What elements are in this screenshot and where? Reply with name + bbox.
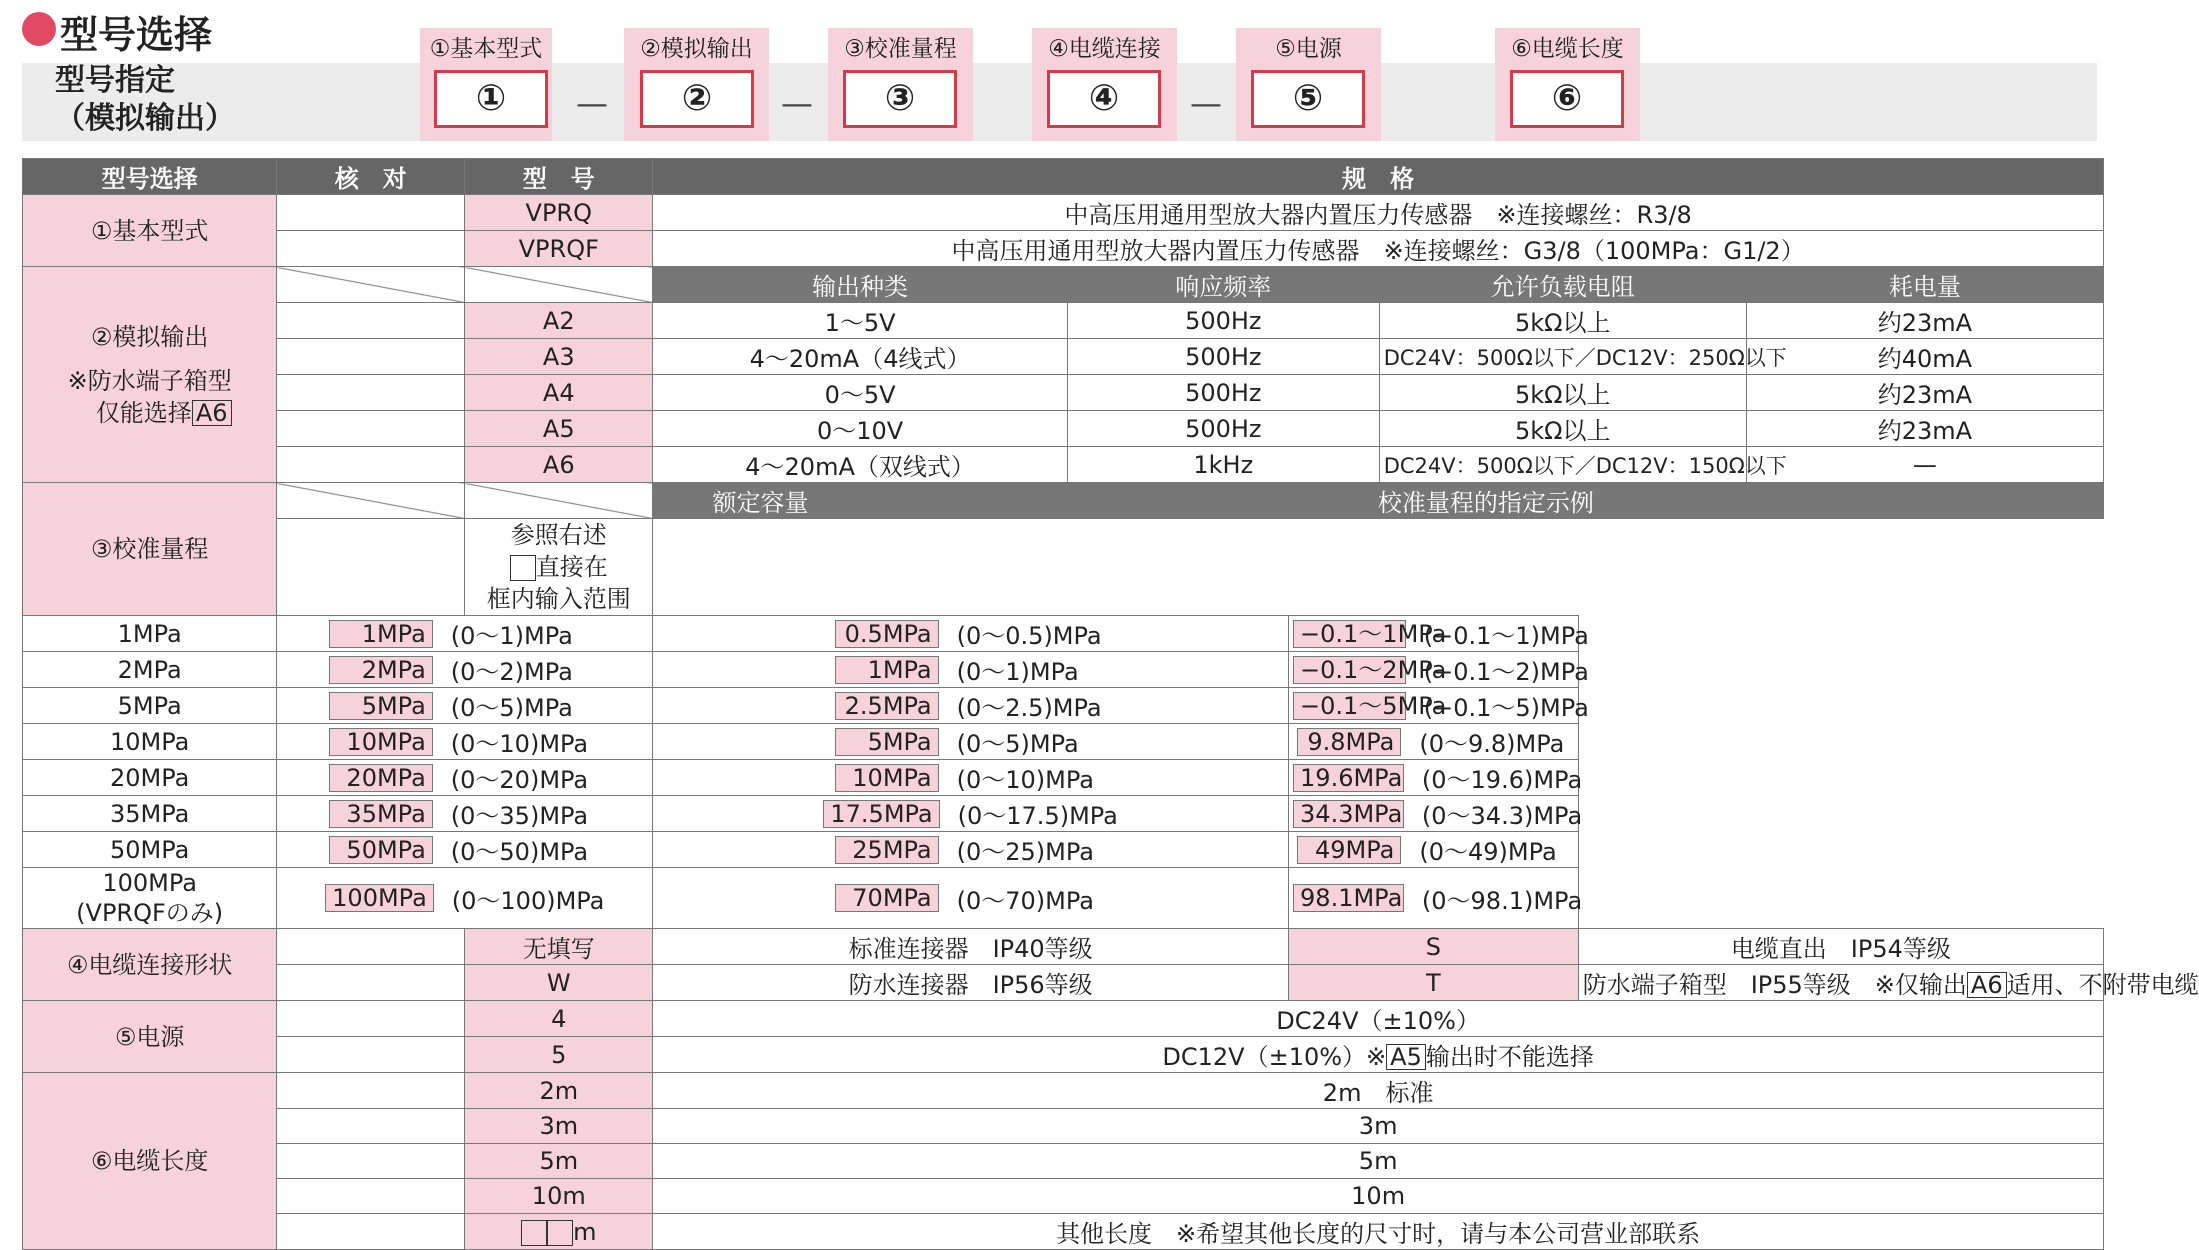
example-range: (0～19.6)MPa — [1421, 766, 1583, 794]
spec-cell: 5m — [653, 1144, 2104, 1179]
empty-box-icon — [510, 555, 536, 581]
example-input-value: 100MPa — [325, 884, 434, 912]
table-row — [23, 1144, 2104, 1179]
example-range: (0～35)MPa — [450, 802, 589, 830]
calib-example — [1289, 832, 1579, 868]
rated-capacity: 2MPa — [23, 652, 277, 688]
example-input-value: 49MPa — [1297, 836, 1401, 864]
subheader-calibration-examples: 校准量程的指定示例 — [868, 483, 2103, 519]
example-input-value: 5MPa — [329, 692, 433, 720]
table-row — [23, 1037, 2104, 1073]
calib-example — [1289, 688, 1589, 724]
selector-caption-2: ②模拟输出 — [640, 36, 753, 62]
calib-subheader-row — [23, 483, 2104, 519]
example-range: (0～10)MPa — [956, 766, 1094, 794]
model-code: 5 — [465, 1037, 653, 1073]
example-range: (0～17.5)MPa — [957, 802, 1118, 830]
calib-row — [23, 832, 2104, 868]
load-resistance: 5kΩ以上 — [1379, 375, 1746, 411]
table-row — [23, 1001, 2104, 1037]
table-row — [23, 447, 2104, 483]
calib-row — [23, 652, 2104, 688]
table-row — [23, 375, 2104, 411]
check-cell[interactable] — [277, 519, 465, 616]
response-freq: 500Hz — [1067, 339, 1379, 375]
spec-cell: 防水端子箱型 IP55等级 ※仅输出 A6 适用、不附带电缆 — [1578, 965, 2103, 1001]
calib-example — [1289, 652, 1589, 688]
example-input-value: 10MPa — [329, 728, 433, 756]
selector-caption-4: ④电缆连接 — [1048, 36, 1161, 62]
output-type: 0～10V — [653, 411, 1068, 447]
model-code: 5m — [465, 1144, 653, 1179]
check-cell[interactable] — [277, 411, 465, 447]
calib-example — [653, 868, 1289, 929]
selector-box-6[interactable]: ⑥ — [1510, 70, 1624, 128]
example-range: (0～2)MPa — [450, 658, 573, 686]
calib-example — [653, 760, 1289, 796]
subheader-response-freq: 响应频率 — [1067, 267, 1379, 303]
rated-capacity: 10MPa — [23, 724, 277, 760]
example-input-value: 1MPa — [329, 620, 433, 648]
load-resistance: DC24V：500Ω以下／DC12V：150Ω以下 — [1379, 447, 1746, 483]
check-cell[interactable] — [277, 375, 465, 411]
spec-cell: 其他长度 ※希望其他长度的尺寸时，请与本公司营业部联系 — [653, 1214, 2104, 1250]
model-code: A3 — [465, 339, 653, 375]
header-model-select: 型号选择 — [23, 159, 277, 195]
check-cell[interactable] — [277, 1073, 465, 1109]
example-input-value: 1MPa — [835, 656, 939, 684]
calib-example — [277, 688, 653, 724]
example-input-value: 98.1MPa — [1293, 884, 1404, 912]
spec-cell: DC24V（±10%） — [653, 1001, 2104, 1037]
example-input-value: 25MPa — [835, 836, 939, 864]
table-row — [23, 929, 2104, 965]
selector-box-4[interactable]: ④ — [1047, 70, 1161, 128]
calib-row — [23, 868, 2104, 929]
diagonal-cell — [465, 483, 653, 519]
calib-example — [653, 616, 1289, 652]
example-range: (0～34.3)MPa — [1421, 802, 1583, 830]
power-consumption: 约23mA — [1746, 411, 2103, 447]
separator-dash: — — [781, 84, 813, 122]
spec-cell: 中高压用通用型放大器内置压力传感器 ※连接螺丝：R3/8 — [653, 195, 2104, 231]
table-row — [23, 519, 2104, 616]
calib-example — [653, 724, 1289, 760]
analog-subheader-row — [23, 267, 2104, 303]
header-model: 型 号 — [465, 159, 653, 195]
calib-example — [277, 652, 653, 688]
check-cell[interactable] — [277, 1179, 465, 1214]
group-power: ⑤电源 — [23, 1001, 277, 1073]
check-cell[interactable] — [277, 195, 465, 231]
spec-cell: 标准连接器 IP40等级 — [653, 929, 1289, 965]
calib-row — [23, 688, 2104, 724]
diagonal-cell — [465, 267, 653, 303]
model-code: VPRQ — [465, 195, 653, 231]
example-range: (0～70)MPa — [956, 886, 1094, 915]
power-consumption: 约23mA — [1746, 375, 2103, 411]
example-range: (0～10)MPa — [450, 730, 589, 758]
diagonal-cell — [277, 267, 465, 303]
empty-box-icon — [521, 1220, 547, 1246]
a5-badge: A5 — [1386, 1044, 1426, 1070]
check-cell[interactable] — [277, 1144, 465, 1179]
example-range: (0～0.5)MPa — [956, 622, 1102, 650]
subheader-power-consumption: 耗电量 — [1746, 267, 2103, 303]
output-type: 0～5V — [653, 375, 1068, 411]
example-range: (0～1)MPa — [956, 658, 1079, 686]
title-bullet-icon — [22, 12, 56, 46]
calib-example — [1289, 760, 1583, 796]
calib-row — [23, 796, 2104, 832]
table-row — [23, 1109, 2104, 1144]
model-code: 无填写 — [465, 929, 653, 965]
model-code: A4 — [465, 375, 653, 411]
check-cell[interactable] — [277, 965, 465, 1001]
example-range: (0～5)MPa — [450, 694, 573, 722]
example-input-value: 20MPa — [329, 764, 433, 792]
table-row — [23, 1214, 2104, 1250]
example-input-value: 50MPa — [329, 836, 433, 864]
check-cell[interactable] — [277, 929, 465, 965]
selector-caption-5: ⑤电源 — [1275, 36, 1342, 62]
example-input-value: 0.5MPa — [835, 620, 939, 648]
example-range: (0～98.1)MPa — [1421, 886, 1583, 915]
calib-example — [277, 796, 653, 832]
load-resistance: 5kΩ以上 — [1379, 411, 1746, 447]
example-input-value: 19.6MPa — [1293, 764, 1404, 792]
model-code: 3m — [465, 1109, 653, 1144]
check-cell[interactable] — [277, 1109, 465, 1144]
table-row — [23, 231, 2104, 267]
check-cell[interactable] — [277, 1001, 465, 1037]
model-code: W — [465, 965, 653, 1001]
check-cell[interactable] — [277, 339, 465, 375]
model-code: 4 — [465, 1001, 653, 1037]
selector-box-5[interactable]: ⑤ — [1251, 70, 1365, 128]
example-input-value: 10MPa — [835, 764, 939, 792]
model-selection-table — [22, 158, 2199, 1250]
group-cable-connection: ④电缆连接形状 — [23, 929, 277, 1001]
check-cell[interactable] — [277, 231, 465, 267]
separator-dash: — — [1190, 84, 1222, 122]
check-cell[interactable] — [277, 303, 465, 339]
rated-capacity: 20MPa — [23, 760, 277, 796]
model-code: 10m — [465, 1179, 653, 1214]
rated-capacity: 35MPa — [23, 796, 277, 832]
calib-example — [653, 652, 1289, 688]
example-range: (0～5)MPa — [956, 730, 1079, 758]
calib-example — [1289, 868, 1583, 929]
spec-cell: 中高压用通用型放大器内置压力传感器 ※连接螺丝：G3/8（100MPa：G1/2） — [653, 231, 2104, 267]
calib-example — [1289, 724, 1579, 760]
group-analog-output: ②模拟输出 ※防水端子箱型 仅能选择 A6 — [23, 267, 277, 483]
power-consumption: 约40mA — [1746, 339, 2103, 375]
example-input-value: 5MPa — [835, 728, 939, 756]
calib-example — [277, 724, 653, 760]
example-range: (0～1)MPa — [450, 622, 573, 650]
table-row — [23, 411, 2104, 447]
example-input-value: 34.3MPa — [1293, 800, 1404, 828]
example-range: (0～20)MPa — [450, 766, 589, 794]
calib-example — [277, 868, 653, 929]
subheader-output-type: 输出种类 — [653, 267, 1068, 303]
example-range: (0～49)MPa — [1419, 838, 1557, 866]
model-code: A5 — [465, 411, 653, 447]
output-type: 4～20mA（双线式） — [653, 447, 1068, 483]
header-spec: 规 格 — [653, 159, 2104, 195]
spec-cell: 10m — [653, 1179, 2104, 1214]
model-code: 2m — [465, 1073, 653, 1109]
calib-example — [653, 796, 1289, 832]
table-row — [23, 195, 2104, 231]
check-cell[interactable] — [277, 1037, 465, 1073]
response-freq: 500Hz — [1067, 375, 1379, 411]
selector-caption-6: ⑥电缆长度 — [1511, 36, 1624, 62]
selector-box-1[interactable]: ① — [434, 70, 548, 128]
table-row — [23, 965, 2104, 1001]
output-type: 1～5V — [653, 303, 1068, 339]
calib-example — [277, 832, 653, 868]
calib-row — [23, 724, 2104, 760]
spec-cell: DC12V（±10%）※ A5 输出时不能选择 — [653, 1037, 2104, 1073]
table-row — [23, 1179, 2104, 1214]
table-header-row — [23, 159, 2104, 195]
calib-example — [653, 688, 1289, 724]
example-range: (−0.1～2)MPa — [1423, 658, 1589, 686]
example-input-value: −0.1～2MPa — [1293, 656, 1406, 684]
model-code: m — [465, 1214, 653, 1250]
power-consumption: 约23mA — [1746, 303, 2103, 339]
diagonal-cell — [277, 483, 465, 519]
example-input-value: 2.5MPa — [835, 692, 939, 720]
empty-box-icon — [547, 1220, 573, 1246]
example-range: (−0.1～1)MPa — [1423, 622, 1589, 650]
check-cell[interactable] — [277, 1214, 465, 1250]
rated-capacity: 50MPa — [23, 832, 277, 868]
subheader-rated-capacity: 额定容量 — [653, 483, 869, 519]
group-basic-type: ①基本型式 — [23, 195, 277, 267]
model-spec-label: 型号指定 （模拟输出） — [55, 63, 235, 136]
example-range: (−0.1～5)MPa — [1423, 694, 1589, 722]
example-input-value: −0.1～1MPa — [1293, 620, 1406, 648]
example-input-value: 17.5MPa — [823, 800, 939, 828]
calib-example — [277, 760, 653, 796]
calib-example — [277, 616, 653, 652]
selector-caption-1: ①基本型式 — [429, 36, 543, 62]
selector-box-2[interactable]: ② — [640, 70, 754, 128]
check-cell[interactable] — [277, 447, 465, 483]
example-range: (0～25)MPa — [956, 838, 1094, 866]
spec-cell: 2m 标准 — [653, 1073, 2104, 1109]
example-input-value: −0.1～5MPa — [1293, 692, 1406, 720]
calib-example — [653, 832, 1289, 868]
table-row — [23, 303, 2104, 339]
example-input-value: 2MPa — [329, 656, 433, 684]
table-row — [23, 1073, 2104, 1109]
rated-capacity: 1MPa — [23, 616, 277, 652]
load-resistance: 5kΩ以上 — [1379, 303, 1746, 339]
model-code: VPRQF — [465, 231, 653, 267]
load-resistance: DC24V：500Ω以下／DC12V：250Ω以下 — [1379, 339, 1746, 375]
group-cable-length: ⑥电缆长度 — [23, 1073, 277, 1250]
example-range: (0～9.8)MPa — [1419, 730, 1565, 758]
selector-box-3[interactable]: ③ — [843, 70, 957, 128]
model-code: S — [1289, 929, 1579, 965]
calib-row — [23, 760, 2104, 796]
example-range: (0～50)MPa — [450, 838, 589, 866]
model-code: A2 — [465, 303, 653, 339]
response-freq: 1kHz — [1067, 447, 1379, 483]
group-calibration-range: ③校准量程 — [23, 483, 277, 616]
table-row — [23, 339, 2104, 375]
calib-row — [23, 616, 2104, 652]
model-code: T — [1289, 965, 1579, 1001]
example-range: (0～2.5)MPa — [956, 694, 1102, 722]
calib-example — [1289, 796, 1583, 832]
example-range: (0～100)MPa — [451, 886, 605, 915]
response-freq: 500Hz — [1067, 411, 1379, 447]
subheader-load-resistance: 允许负载电阻 — [1379, 267, 1746, 303]
a6-badge: A6 — [192, 400, 232, 426]
separator-dash: — — [576, 84, 608, 122]
output-type: 4～20mA（4线式） — [653, 339, 1068, 375]
page-title: 型号选择 — [60, 13, 213, 57]
power-consumption: — — [1746, 447, 2103, 483]
calib-example — [1289, 616, 1589, 652]
model-code: A6 — [465, 447, 653, 483]
spec-cell: 电缆直出 IP54等级 — [1578, 929, 2103, 965]
spec-cell: 3m — [653, 1109, 2104, 1144]
response-freq: 500Hz — [1067, 303, 1379, 339]
example-input-value: 35MPa — [329, 800, 433, 828]
a6-badge: A6 — [1967, 972, 2007, 998]
selector-caption-3: ③校准量程 — [844, 36, 957, 62]
spec-cell: 防水连接器 IP56等级 — [653, 965, 1289, 1001]
example-input-value: 70MPa — [835, 884, 939, 912]
header-check: 核 对 — [277, 159, 465, 195]
rated-capacity: 100MPa (VPRQFのみ) — [23, 868, 277, 929]
rated-capacity: 5MPa — [23, 688, 277, 724]
example-input-value: 9.8MPa — [1297, 728, 1401, 756]
calib-code-note: 参照右述 直接在 框内输入范围 — [465, 519, 653, 616]
